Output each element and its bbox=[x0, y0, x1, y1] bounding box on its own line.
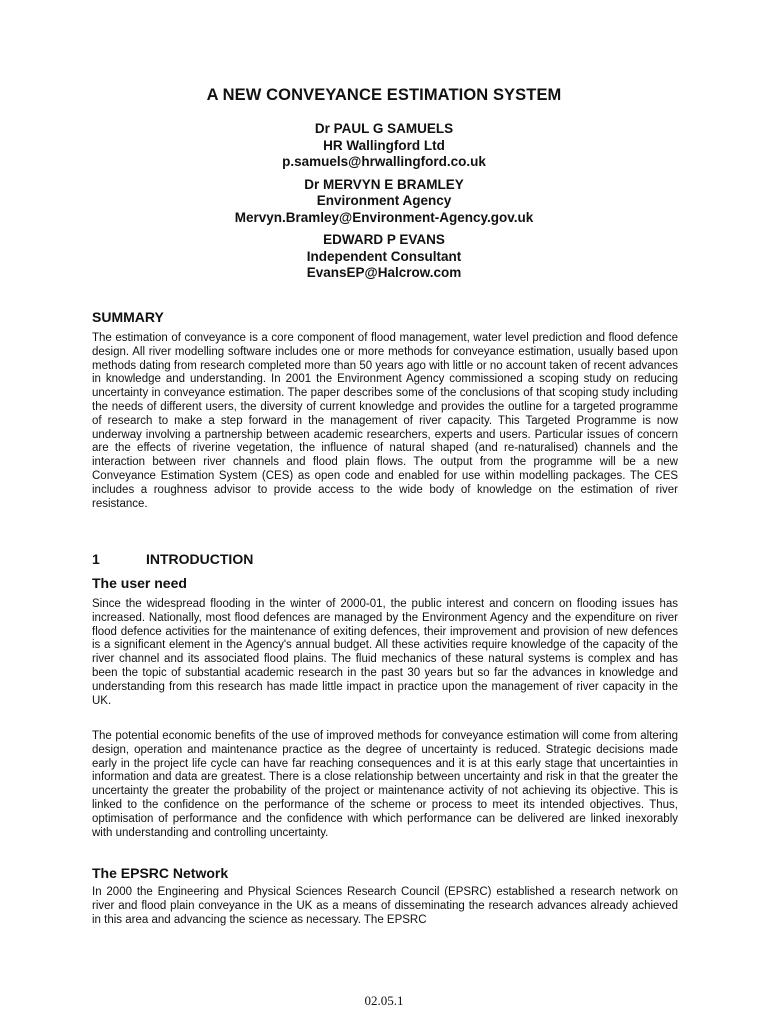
author-email: Mervyn.Bramley@Environment-Agency.gov.uk bbox=[234, 209, 534, 225]
author-name: Dr PAUL G SAMUELS bbox=[314, 121, 454, 136]
author-org: Independent Consultant bbox=[306, 248, 462, 264]
section-title: INTRODUCTION bbox=[146, 551, 254, 567]
author-1 bbox=[0, 121, 768, 171]
subsection-user-need-heading: The user need bbox=[92, 575, 187, 591]
summary-heading: SUMMARY bbox=[92, 309, 164, 325]
author-email: p.samuels@hrwallingford.co.uk bbox=[282, 154, 486, 169]
author-org: Environment Agency bbox=[316, 193, 452, 208]
author-name: Dr MERVYN E BRAMLEY bbox=[304, 176, 464, 192]
author-org: HR Wallingford Ltd bbox=[323, 137, 445, 153]
author-2 bbox=[0, 177, 768, 227]
epsrc-paragraph: In 2000 the Engineering and Physical Sciences Research Council (EPSRC) established a research network on river and flood plain conveyance in the UK as a means of disseminating the research advances already achieved in this area and advancing the science as necessary. The EPSRC bbox=[92, 886, 678, 926]
user-need-paragraph-1: Since the widespread flooding in the winter of 2000-01, the public interest and concern on flooding issues has increased. Nationally, most flood defences are managed by the Environment Agency and the expenditure on river flood defence activities for the maintenance of exiting defences, their improvement and provision of new defences is a significant element in the Agency's annual budget. All these activities require knowledge of the capacity of the river channel and its associated flood plains. The fluid mechanics of these natural systems is complex and has been the topic of substantial academic research in the past 30 years but so far the advances in knowledge and understanding from this research has made little impact in practice upon the management of river capacity in the UK. bbox=[92, 598, 678, 707]
author-3 bbox=[0, 232, 768, 282]
paper-title: A NEW CONVEYANCE ESTIMATION SYSTEM bbox=[206, 86, 562, 104]
author-block bbox=[0, 121, 768, 288]
user-need-paragraph-2: The potential economic benefits of the use of improved methods for conveyance estimation will come from altering design, operation and maintenance practice as the degree of uncertainty is reduced. Strategic decisions made early in the project life cycle can have far reaching consequences and it is at this early stage that uncertainties in information and data are greatest. There is a close relationship between uncertainty and risk in that the greater the uncertainty the greater the probability of the project or maintenance activity of not achieving its objective. This is linked to the confidence on the performance of the scheme or process to meet its intended objectives. Thus, optimisation of performance and the confidence with which performance can be delivered are linked inexorably with understanding and controlling uncertainty. bbox=[92, 730, 678, 839]
page-number: 02.05.1 bbox=[364, 993, 404, 1008]
section-1-heading bbox=[92, 551, 253, 567]
summary-paragraph: The estimation of conveyance is a core component of flood management, water level prediction and flood defence design. All river modelling software includes one or more methods for conveyance estimation, usually based upon methods dating from research completed more than 50 years ago with little or no account taken of recent advances in knowledge and understanding. In 2001 the Environment Agency commissioned a scoping study on reducing uncertainty in conveyance estimation. The paper describes some of the conclusions of that scoping study including the needs of different users, the diversity of current knowledge and provides the outline for a targeted programme of research to make a step forward in the management of river capacity. This Targeted Programme is now underway involving a partnership between academic researchers, experts and users. Particular issues of concern are the effects of riverine vegetation, the influence of natural shaped (and re-naturalised) channels and the interaction between river channels and flood plain flows. The output from the programme will be a new Conveyance Estimation System (CES) as open code and enabled for use within modelling packages. The CES includes a roughness advisor to provide access to the wide body of knowledge on the estimation of river resistance. bbox=[92, 332, 678, 510]
section-number: 1 bbox=[92, 551, 100, 567]
author-email: EvansEP@Halcrow.com bbox=[306, 265, 462, 280]
author-name: EDWARD P EVANS bbox=[323, 232, 445, 247]
subsection-epsrc-heading: The EPSRC Network bbox=[92, 865, 229, 881]
